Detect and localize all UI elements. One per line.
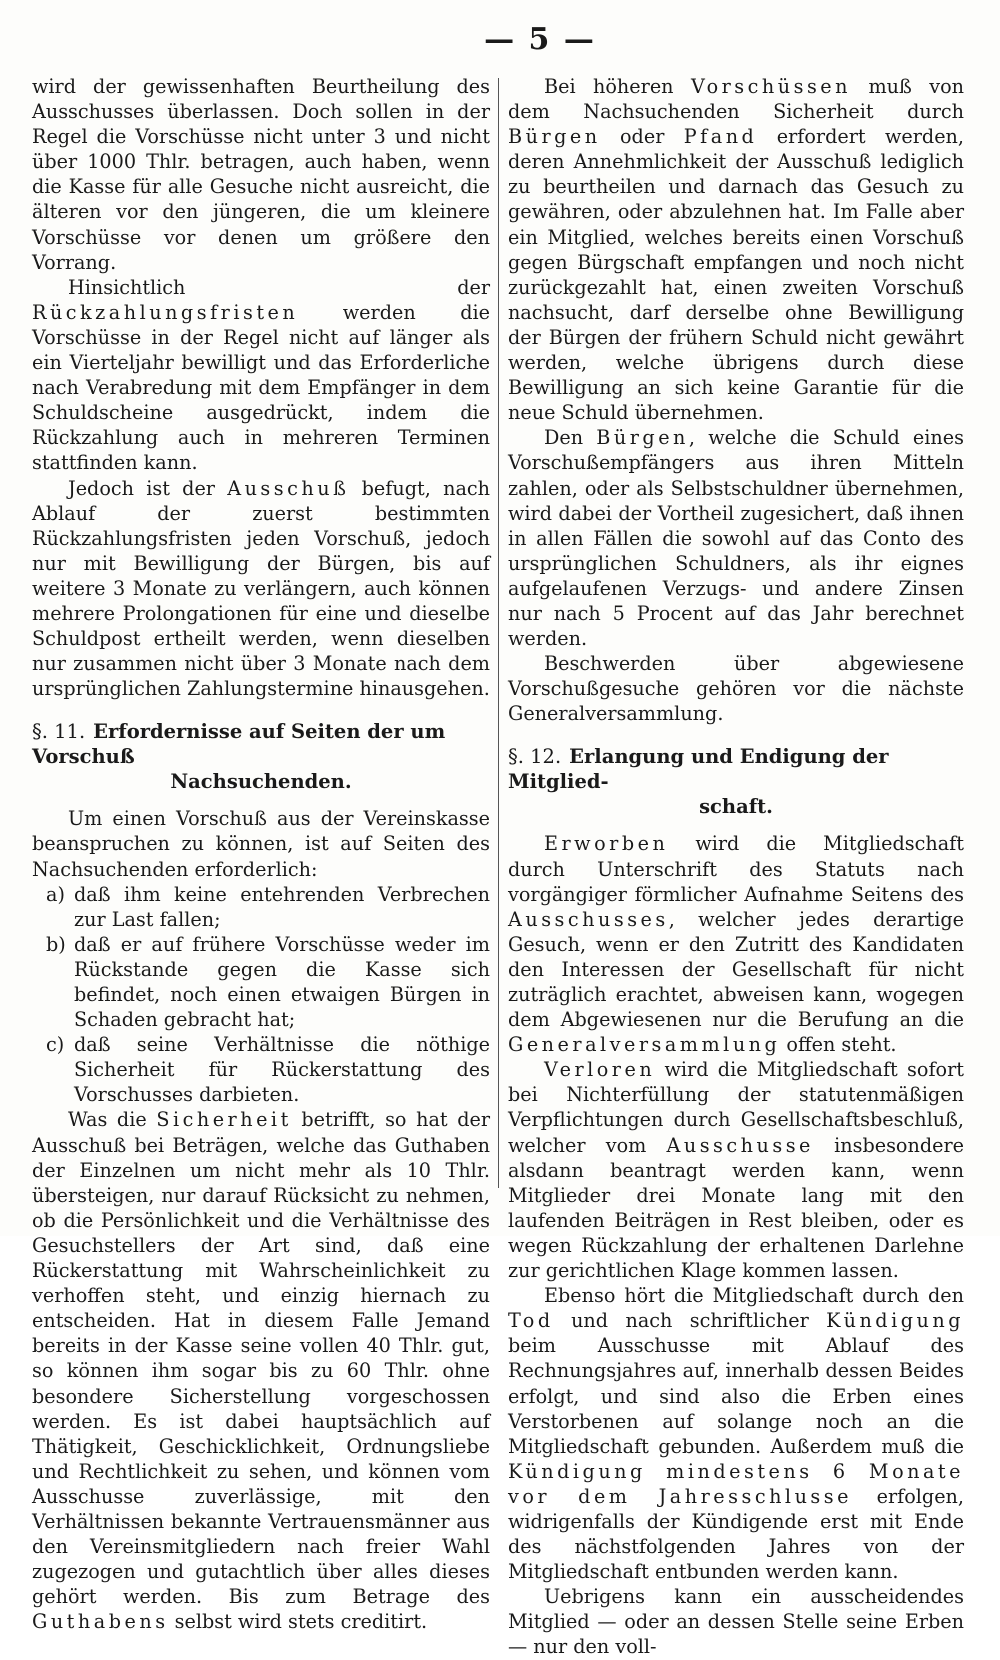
paragraph-text: Um einen Vorschuß aus der Vereinskasse beanspruchen zu können, ist auf Seiten des Nachsuchenden erforderlich: xyxy=(32,807,490,881)
paragraph-text: Bei höheren xyxy=(544,75,691,98)
paragraph xyxy=(32,275,490,476)
paragraph xyxy=(508,74,964,425)
emphasis-text: Kündigung mindestens 6 Monate vor dem Jahresschlusse xyxy=(508,1459,964,1508)
emphasis-text: Verloren xyxy=(544,1058,656,1082)
right-column xyxy=(508,74,964,1660)
paragraph-text: Jedoch ist der xyxy=(68,476,228,500)
list-item-text: daß ihm keine entehrenden Verbrechen zur Last fallen; xyxy=(74,882,490,931)
paragraph-text: wird der gewissenhaften Beurtheilung des Ausschusses überlassen. Doch sollen in der Regel die Vorschüsse nicht unter 3 und nicht über 1000 Thlr. betragen, auch haben, wenn die Kasse für alle Gesuche nicht ausreicht, die älteren vor den jüngeren, die um kleinere Vorschüsse vor denen um größere den Vorrang. xyxy=(32,75,490,274)
emphasis-text: Rückzahlungsfristen xyxy=(32,300,299,324)
paragraph-text: befugt, nach Ablauf der zuerst bestimmten Rückzahlungsfristen jeden Vorschuß, jedoch nur mit Bewilligung der Bürgen, bis auf weitere 3 Monate zu verlängern, auch können mehrere Prolongationen für eine und dieselbe Schuldpost ertheilt werden, wenn dieselben nur zusammen nicht über 3 Monate nach dem ursprünglichen Zahlungstermine hinausgehen. xyxy=(32,476,490,701)
paragraph-text: Was die xyxy=(68,1108,157,1132)
emphasis-text: Kündigung xyxy=(826,1309,964,1333)
page-number: — 5 — xyxy=(484,22,596,57)
paragraph-text: werden die Vorschüsse in der Regel nicht auf länger als ein Vierteljahr bewilligt und das Erforderliche nach Verabredung mit dem Empfänger in dem Schuldscheine ausgedrückt, indem die Rückzahlung auch in mehreren Terminen stattfinden kann. xyxy=(32,300,490,475)
paragraph xyxy=(508,831,964,1057)
paragraph-text: , welche die Schuld eines Vorschußempfängers aus ihren Mitteln zahlen, oder als Selbstschuldner übernehmen, wird dabei der Vortheil zugesichert, daß ihnen in allen Fällen die sowohl auf das Conto des ursprünglichen Schuldners, als ihr eignes aufgelaufenen Verzugs- und andere Zinsen nur nach 5 Procent auf das Jahr berechnet werden. xyxy=(508,426,964,651)
emphasis-text: Erworben xyxy=(544,832,669,856)
section-title-continued: schaft. xyxy=(699,795,773,819)
column-divider xyxy=(498,78,499,1188)
emphasis-text: Bürgen xyxy=(508,125,601,149)
section-heading-11 xyxy=(32,719,490,794)
emphasis-text: Bürgen xyxy=(596,426,689,450)
paragraph-text: Ebenso hört die Mitgliedschaft durch den xyxy=(544,1284,964,1308)
emphasis-text: Ausschusses xyxy=(508,907,669,931)
paragraph-text: wird die Mitgliedschaft sofort bei Nichterfüllung der statutenmäßigen Verpflichtungen durch Gesellschaftsbeschluß, welcher vom xyxy=(508,1058,964,1157)
paragraph-text: wird die Mitgliedschaft durch Unterschrift des Statuts nach vorgängiger förmlicher Aufnahme Seitens des xyxy=(508,832,964,906)
paragraph-text: erfolgen, widrigenfalls der Kündigende erst mit Ende des nächstfolgenden Jahres von der Mitgliedschaft entbunden werden kann. xyxy=(508,1484,965,1584)
paragraph-text: , welcher jedes derartige Gesuch, wenn er den Zutritt des Kandidaten den Interessen der Gesellschaft für nicht zuträglich erachtet, abweisen kann, wogegen dem Abgewiesenen nur die Berufung an die xyxy=(508,907,964,1032)
emphasis-text: Ausschusse xyxy=(666,1133,814,1157)
section-number: §. 12. xyxy=(508,745,562,769)
emphasis-text: Pfand xyxy=(683,125,758,149)
paragraph xyxy=(32,806,490,881)
emphasis-text: Vorschüssen xyxy=(690,75,852,98)
list-item xyxy=(32,882,490,932)
list-item xyxy=(32,932,490,1032)
paragraph xyxy=(508,1283,964,1584)
paragraph-text: Uebrigens kann ein ausscheidendes Mitglied — oder an dessen Stelle seine Erben — nur den voll- xyxy=(508,1585,964,1659)
section-title-continued: Nachsuchenden. xyxy=(170,770,352,794)
list-item-text: daß seine Verhältnisse die nöthige Sicherheit für Rückerstattung des Vorschusses darbieten. xyxy=(74,1033,490,1107)
paragraph xyxy=(508,1057,964,1283)
paragraph-text: offen steht. xyxy=(780,1033,897,1057)
section-heading-12 xyxy=(508,744,964,819)
list-marker: b) xyxy=(46,932,66,956)
list-item-text: daß er auf frühere Vorschüsse weder im Rückstande gegen die Kasse sich befindet, noch einen etwaigen Bürgen in Schaden gebracht hat; xyxy=(74,932,490,1032)
list-marker: c) xyxy=(46,1033,65,1057)
list-marker: a) xyxy=(46,882,65,906)
section-title: Erfordernisse auf Seiten der um Vorschuß xyxy=(32,720,446,769)
paragraph-text: beim Ausschusse mit Ablauf des Rechnungsjahres auf, innerhalb dessen Beides erfolgt, und sind also die Erben eines Verstorbenen auf solange noch an die Mitgliedschaft gebunden. Außerdem muß die xyxy=(508,1334,964,1458)
paragraph xyxy=(32,1107,490,1634)
paragraph-text: insbesondere alsdann beantragt werden kann, wenn Mitglieder drei Monate lang mit den laufenden Beiträgen in Rest bleiben, oder es wegen Rückzahlung der erhaltenen Darlehne zur gerichtlichen Klage kommen lassen. xyxy=(508,1133,964,1283)
list-item xyxy=(32,1032,490,1107)
left-column xyxy=(32,74,490,1634)
paragraph xyxy=(508,1584,964,1659)
emphasis-text: Sicherheit xyxy=(156,1108,292,1132)
paragraph-text: Hinsichtlich der xyxy=(68,275,490,299)
emphasis-text: Ausschuß xyxy=(227,476,350,500)
paragraph xyxy=(508,651,964,726)
paragraph-text: Den xyxy=(544,426,597,450)
paragraph-text: und nach schriftlicher xyxy=(553,1309,827,1333)
paragraph-text: muß von dem Nachsuchenden Sicherheit durch xyxy=(508,75,964,124)
section-number: §. 11. xyxy=(32,720,86,744)
paragraph xyxy=(32,476,490,702)
paragraph-text: oder xyxy=(600,125,684,149)
section-title: Erlangung und Endigung der Mitglied- xyxy=(508,745,889,794)
emphasis-text: Guthabens xyxy=(32,1610,169,1634)
emphasis-text: Tod xyxy=(508,1309,554,1333)
paragraph xyxy=(508,425,964,651)
paragraph-text: Beschwerden über abgewiesene Vorschußgesuche gehören vor die nächste Generalversammlung. xyxy=(508,652,964,726)
paragraph-text: betrifft, so hat der Ausschuß bei Beträgen, welche das Guthaben der Einzelnen um nicht mehr als 10 Thlr. übersteigen, nur darauf Rücksicht zu nehmen, ob die Persönlichkeit und die Verhältnisse des Gesuchstellers der Art sind, daß eine Rückerstattung mit Wahrscheinlichkeit zu verhoffen steht, und einzig hiernach zu entscheiden. Hat in diesem Falle Jemand bereits in der Kasse seine vollen 40 Thlr. gut, so können ihm sogar bis zu 60 Thlr. ohne besondere Sicherstellung vorgeschossen werden. Es ist dabei hauptsächlich auf Thätigkeit, Geschicklichkeit, Ordnungsliebe und Rechtlichkeit zu sehen, und können vom Ausschusse zuverlässige, mit den Verhältnissen bekannte Vertrauensmänner aus den Vereinsmitgliedern nach freier Wahl zugezogen und gutachtlich über alles dieses gehört werden. Bis zum Betrage des xyxy=(32,1108,490,1609)
paragraph-text: erfordert werden, deren Annehmlichkeit der Ausschuß lediglich zu beurtheilen und darnach das Gesuch zu gewähren, oder abzulehnen hat. Im Falle aber ein Mitglied, welches bereits einen Vorschuß gegen Bürgschaft empfangen und noch nicht zurückgezahlt hat, einen zweiten Vorschuß nachsucht, darf derselbe ohne Bewilligung der Bürgen der frühern Schuld nicht gewährt werden, welche übrigens durch diese Bewilligung an sich keine Garantie für die neue Schuld übernehmen. xyxy=(508,125,964,425)
paragraph-text: selbst wird stets creditirt. xyxy=(168,1610,428,1634)
paragraph xyxy=(32,74,490,275)
emphasis-text: Generalversammlung xyxy=(508,1033,781,1057)
